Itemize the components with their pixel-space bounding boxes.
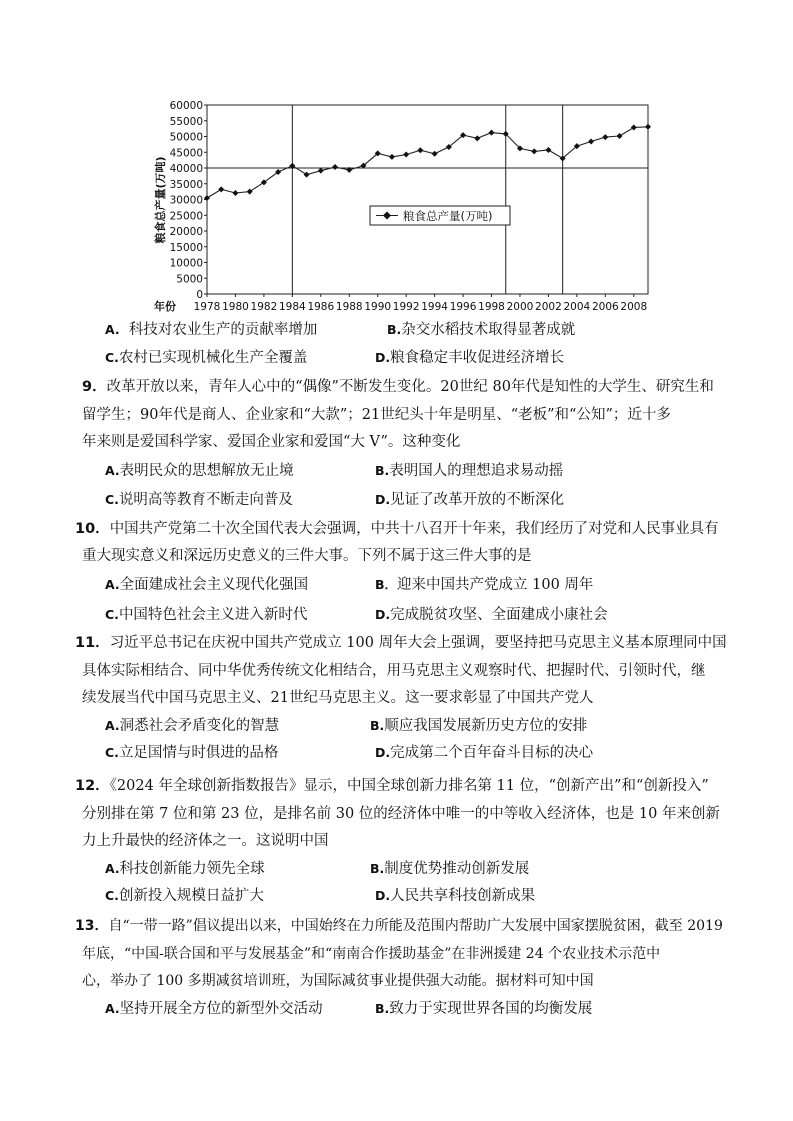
data-point: [318, 168, 324, 174]
y-tick-label: 60000: [169, 100, 203, 112]
option-text: 粮食稳定丰收促进经济增长: [390, 350, 565, 366]
q8-option-a[interactable]: [105, 320, 317, 340]
q10-option-b[interactable]: [375, 575, 593, 595]
x-tick-label: 1998: [478, 301, 505, 313]
data-point: [588, 139, 594, 145]
x-tick-label: 1990: [364, 301, 392, 313]
option-text: 见证了改革开放的不断深化: [390, 492, 565, 508]
x-tick-label: 1984: [278, 301, 306, 313]
option-text: 完成第二个百年奋斗目标的决心: [390, 745, 594, 761]
q12-stem-line-1: [75, 776, 709, 796]
legend-label: 粮食总产量(万吨): [403, 209, 493, 223]
x-tick-label: 2006: [591, 301, 619, 313]
x-tick-label: 2002: [535, 301, 562, 313]
q11-option-c[interactable]: [105, 743, 278, 763]
option-text: 致力于实现世界各国的均衡发展: [389, 1001, 593, 1017]
q12-stem-line-2: 分别排在第 7 位和第 23 位，是排名前 30 位的经济体中唯一的中等收入经济体，也是 10 年来创新: [82, 806, 720, 822]
y-tick-label: 30000: [169, 194, 203, 207]
x-tick-label: 2004: [563, 301, 591, 313]
option-text: 表明民众的思想解放无止境: [119, 463, 294, 479]
stem-text: 《2024 年全球创新指数报告》显示，中国全球创新力排名第 11 位，“创新产出”和“创新投入”: [109, 778, 709, 794]
stem-text: 中国共产党第二十次全国代表大会强调，中共十八召开十年来，我们经历了对党和人民事业具有: [109, 521, 719, 537]
option-text: 杂交水稻技术取得显著成就: [401, 322, 576, 338]
x-tick-label: 1994: [421, 301, 448, 313]
q10-option-a[interactable]: [105, 575, 308, 595]
y-tick-label: 10000: [169, 257, 203, 270]
q11-option-d[interactable]: [375, 743, 593, 763]
option-letter: B.: [370, 861, 385, 876]
option-text: 农村已实现机械化生产全覆盖: [118, 350, 308, 366]
question-number: 11．: [75, 635, 110, 651]
option-text: 全面建成社会主义现代化强国: [119, 577, 309, 593]
stem-text: 习近平总书记在庆祝中国共产党成立 100 周年大会上强调，要坚持把马克思主义基本原理同中国: [109, 635, 727, 651]
option-letter: D.: [375, 492, 391, 507]
q12-option-b[interactable]: [370, 859, 529, 879]
option-letter: C.: [105, 888, 119, 903]
q9-option-c[interactable]: [105, 490, 293, 510]
option-text: 坚持开展全方位的新型外交活动: [119, 1001, 323, 1017]
x-tick-label: 2008: [620, 301, 648, 313]
data-point: [389, 154, 395, 160]
grain-output-line-chart: [150, 95, 660, 320]
question-number: 12．: [75, 778, 110, 794]
q9-stem-line-2: 留学生；90年代是商人、企业家和“大款”；21世纪头十年是明星、“老板”和“公知”；近十多: [82, 407, 671, 423]
y-axis-label: 粮食总产量(万吨): [154, 156, 167, 244]
q8-option-b[interactable]: [387, 320, 575, 340]
q10-stem-line-2: 重大现实意义和深远历史意义的三件大事。下列不属于这三件大事的是: [82, 548, 532, 564]
data-point: [645, 124, 651, 130]
q11-stem-line-3: 续发展当代中国马克思主义、21世纪马克思主义。这一要求彰显了中国共产党人: [82, 690, 594, 706]
option-letter: B.: [375, 463, 390, 478]
option-text: 立足国情与时俱进的品格: [118, 745, 279, 761]
option-text: 中国特色社会主义进入新时代: [118, 607, 308, 623]
plot-frame: [207, 105, 648, 294]
option-letter: B．: [375, 577, 398, 592]
x-tick-label: 1988: [335, 301, 363, 313]
q10-option-c[interactable]: [105, 605, 307, 625]
q12-option-c[interactable]: [105, 886, 264, 906]
data-point: [617, 133, 623, 139]
y-tick-label: 15000: [169, 241, 203, 254]
data-point: [545, 147, 551, 153]
option-text: 表明国人的理想追求易动摇: [389, 463, 564, 479]
option-text: 科技创新能力领先全球: [119, 861, 265, 877]
data-point: [531, 148, 537, 154]
stem-text: 自“一带一路”倡议提出以来，中国始终在力所能及范围内帮助广大发展中国家摆脱贫困，截至 2019: [108, 918, 723, 934]
q11-option-b[interactable]: [370, 716, 587, 736]
data-point: [489, 130, 495, 136]
q12-stem-line-3: 力上升最快的经济体之一。这说明中国: [82, 833, 329, 849]
y-tick-label: 35000: [169, 178, 203, 191]
data-point: [304, 172, 310, 178]
option-letter: B.: [375, 1001, 390, 1016]
q12-option-d[interactable]: [375, 886, 535, 906]
option-letter: B.: [387, 322, 402, 337]
option-text: 制度优势推动创新发展: [384, 861, 530, 877]
x-tick-label: 1982: [250, 301, 278, 313]
stem-text: 改革开放以来，青年人心中的“偶像”不断发生变化。20世纪 80年代是知性的大学生、研究生和: [106, 379, 714, 395]
data-point: [417, 147, 423, 153]
data-point: [204, 195, 210, 201]
q11-stem-line-1: [75, 633, 727, 653]
series-line: [207, 127, 648, 198]
x-tick-label: 1992: [392, 301, 420, 313]
y-tick-label: 25000: [169, 210, 203, 223]
option-letter: A.: [105, 322, 120, 337]
q13-option-a[interactable]: [105, 999, 323, 1019]
y-tick-label: 50000: [169, 131, 203, 144]
y-tick-label: 20000: [169, 226, 203, 238]
option-text: 迎来中国共产党成立 100 周年: [397, 577, 594, 593]
y-tick-label: 40000: [169, 163, 203, 175]
q9-option-a[interactable]: [105, 461, 294, 481]
option-letter: D.: [375, 607, 391, 622]
grain-output-chart: [150, 95, 660, 320]
option-text: 说明高等教育不断走向普及: [118, 492, 293, 508]
option-letter: C.: [105, 350, 119, 365]
option-text: 创新投入规模日益扩大: [118, 888, 264, 904]
option-text: 科技对农业生产的贡献率增加: [128, 322, 318, 338]
q8-option-c[interactable]: [105, 348, 307, 368]
q9-stem-line-3: 年来则是爱国科学家、爱国企业家和爱国“大 V”。这种变化: [82, 434, 461, 450]
option-text: 洞悉社会矛盾变化的智慧: [119, 718, 280, 734]
data-point: [232, 190, 238, 196]
data-point: [332, 164, 338, 170]
x-tick-label: 1978: [193, 301, 221, 313]
q8-option-d[interactable]: [375, 348, 564, 368]
q11-option-a[interactable]: [105, 716, 279, 736]
q13-option-b[interactable]: [375, 999, 592, 1019]
y-tick-label: 55000: [169, 115, 203, 128]
x-tick-label: 2000: [506, 301, 534, 313]
q13-stem-line-1: [75, 916, 723, 936]
q13-stem-line-2: 年底，“中国-联合国和平与发展基金”和“南南合作援助基金”在非洲援建 24 个农业技术示范中: [82, 946, 661, 962]
data-point: [403, 152, 409, 158]
option-text: 人民共享科技创新成果: [390, 888, 536, 904]
q10-stem-line-1: [75, 519, 719, 539]
data-point: [432, 151, 438, 157]
y-tick-label: 0: [196, 289, 203, 301]
option-letter: A.: [105, 577, 120, 592]
q9-option-b[interactable]: [375, 461, 563, 481]
option-letter: C.: [105, 607, 119, 622]
legend: [370, 206, 510, 225]
option-letter: C.: [105, 492, 119, 507]
x-tick-label: 1986: [307, 301, 335, 313]
option-letter: C.: [105, 745, 119, 760]
q11-stem-line-2: 具体实际相结合、同中华优秀传统文化相结合，用马克思主义观察时代、把握时代、引领时代，继: [82, 663, 706, 679]
question-number: 13．: [75, 918, 109, 934]
y-tick-label: 45000: [169, 147, 203, 160]
option-letter: D.: [375, 888, 391, 903]
option-letter: D.: [375, 745, 391, 760]
q9-stem-line-1: [82, 377, 714, 397]
q9-option-d[interactable]: [375, 490, 564, 510]
option-letter: A.: [105, 718, 120, 733]
y-tick-label: 5000: [176, 273, 203, 286]
x-tick-label: 1980: [222, 301, 249, 313]
option-letter: D.: [375, 350, 391, 365]
q10-option-d[interactable]: [375, 605, 608, 625]
option-letter: A.: [105, 861, 120, 876]
q12-option-a[interactable]: [105, 859, 265, 879]
option-letter: A.: [105, 1001, 120, 1016]
x-tick-label: 1996: [449, 301, 477, 313]
question-number: 9．: [82, 379, 107, 395]
option-letter: B.: [370, 718, 385, 733]
x-axis-label: 年份: [154, 300, 176, 313]
data-point: [474, 135, 480, 141]
question-number: 10．: [75, 521, 110, 537]
data-point: [602, 134, 608, 140]
data-point: [631, 124, 637, 130]
data-point: [247, 189, 253, 195]
q13-stem-line-3: 心，举办了 100 多期减贫培训班，为国际减贫事业提供强大动能。据材料可知中国: [82, 973, 594, 989]
option-text: 顺应我国发展新历史方位的安排: [384, 718, 588, 734]
option-letter: A.: [105, 463, 120, 478]
data-point: [218, 186, 224, 192]
option-text: 完成脱贫攻坚、全面建成小康社会: [390, 607, 608, 623]
